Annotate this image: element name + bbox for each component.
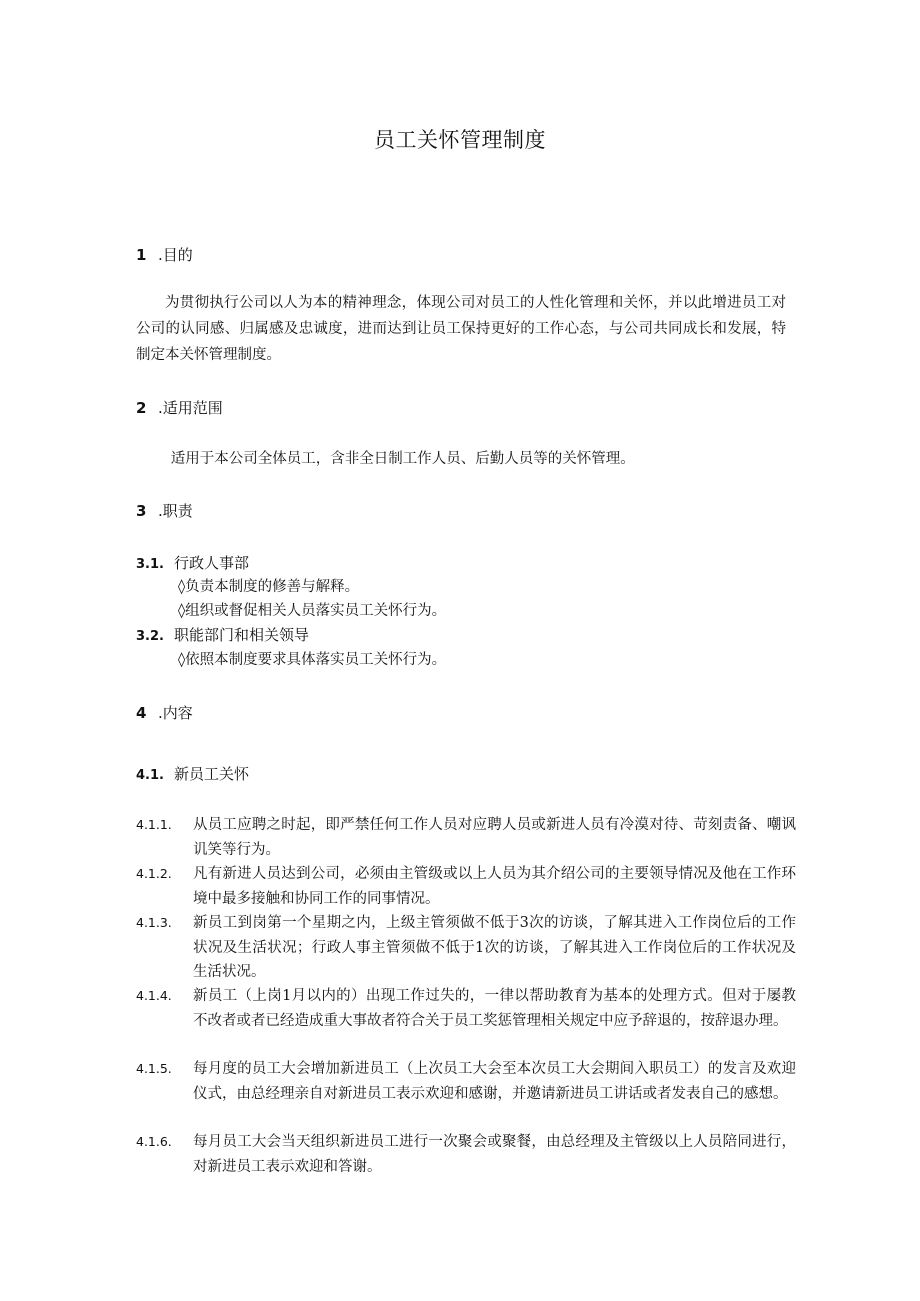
- list-item: [136, 1057, 796, 1106]
- item-number: 4.1.3.: [136, 915, 172, 930]
- item-number: 4.1.5.: [136, 1061, 172, 1076]
- duty-bullet: ◊组织或督促相关人员落实员工关怀行为。: [178, 603, 447, 619]
- section-number: 1: [136, 246, 147, 264]
- duty-3-1-heading: [136, 552, 249, 573]
- item-number: 4.1.4.: [136, 988, 172, 1003]
- purpose-paragraph: 为贯彻执行公司以人为本的精神理念，体现公司对员工的人性化管理和关怀，并以此增进员工对公司的认同感、归属感及忠诚度，进而达到让员工保持更好的工作心态，与公司共同成长和发展，特制定本关怀管理制度。: [136, 295, 786, 363]
- section-number: 2: [136, 399, 147, 417]
- document-title: 员工关怀管理制度: [374, 128, 546, 152]
- section-number: 3: [136, 502, 147, 520]
- section-number: 4: [136, 704, 147, 722]
- subsection-label: 新员工关怀: [174, 765, 250, 783]
- item-text: 新员工到岗第一个星期之内，上级主管须做不低于3次的访谈，了解其进入工作岗位后的工作状况及生活状况；行政人事主管须做不低于1次的访谈，了解其进入工作岗位后的工作状况及生活状况。: [193, 915, 796, 980]
- item-text: 新员工（上岗1月以内的）出现工作过失的，一律以帮助教育为基本的处理方式。但对于屡教不改者或者已经造成重大事故者符合关于员工奖惩管理相关规定中应予辞退的，按辞退办理。: [193, 988, 796, 1029]
- section-4-heading: [136, 702, 193, 723]
- duty-bullet: ◊依照本制度要求具体落实员工关怀行为。: [178, 652, 447, 668]
- scope-paragraph: 适用于本公司全体员工，含非全日制工作人员、后勤人员等的关怀管理。: [170, 451, 635, 467]
- item-text: 从员工应聘之时起，即严禁任何工作人员对应聘人员或新进人员有冷漠对待、苛刻责备、嘲讽讥笑等行为。: [193, 817, 796, 858]
- subsection-number: 4.1.: [136, 768, 164, 783]
- list-item: [136, 1130, 796, 1179]
- item-text: 凡有新进人员达到公司，必须由主管级或以上人员为其介绍公司的主要领导情况及他在工作环境中最多接触和协同工作的同事情况。: [193, 866, 796, 907]
- item-number: 4.1.6.: [136, 1134, 172, 1149]
- section-1-heading: [136, 244, 193, 265]
- subsection-label: 行政人事部: [174, 554, 250, 572]
- item-text: 每月度的员工大会增加新进员工（上次员工大会至本次员工大会期间入职员工）的发言及欢迎仪式，由总经理亲自对新进员工表示欢迎和感谢，并邀请新进员工讲话或者发表自己的感想。: [193, 1061, 796, 1102]
- duty-3-2-heading: [136, 624, 309, 645]
- item-text: 每月员工大会当天组织新进员工进行一次聚会或聚餐，由总经理及主管级以上人员陪同进行，对新进员工表示欢迎和答谢。: [193, 1134, 796, 1175]
- list-item: [136, 984, 796, 1033]
- content-4-1-heading: [136, 763, 249, 784]
- list-item: [136, 911, 796, 985]
- duty-bullet: ◊负责本制度的修善与解释。: [178, 579, 360, 595]
- subsection-number: 3.1.: [136, 557, 164, 572]
- subsection-number: 3.2.: [136, 629, 164, 644]
- list-item: [136, 813, 796, 862]
- section-3-heading: [136, 500, 193, 521]
- list-item: [136, 862, 796, 911]
- section-2-heading: [136, 397, 223, 418]
- subsection-label: 职能部门和相关领导: [174, 626, 310, 644]
- section-label: .适用范围: [158, 399, 223, 417]
- section-label: .职责: [158, 502, 193, 520]
- item-number: 4.1.2.: [136, 866, 172, 881]
- section-label: .内容: [158, 704, 193, 722]
- section-label: .目的: [158, 246, 193, 264]
- item-number: 4.1.1.: [136, 817, 172, 832]
